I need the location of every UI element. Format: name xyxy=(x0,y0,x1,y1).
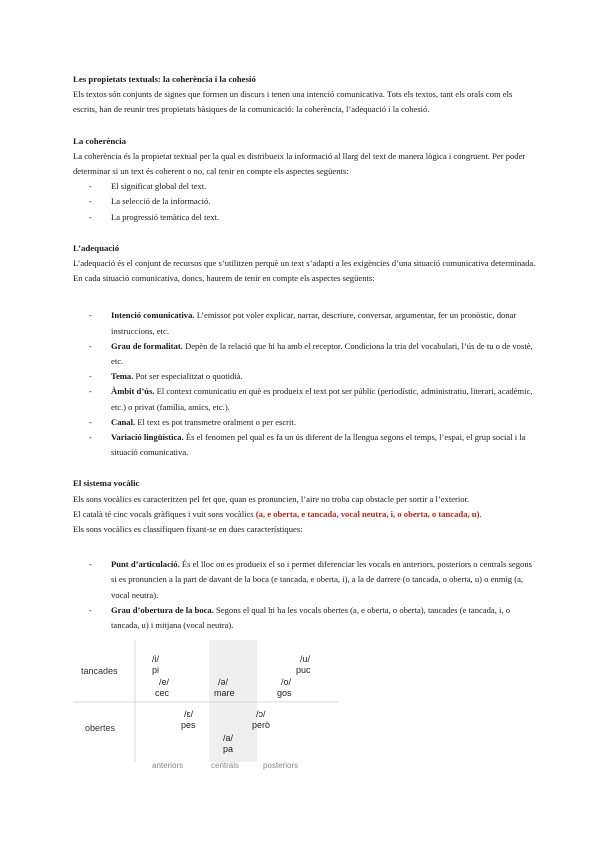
vowel-u-symbol: /u/ xyxy=(300,654,311,664)
vowel-e-tancada-example: cec xyxy=(155,688,170,698)
paragraph-intro: Els textos són conjunts de signes que formen un discurs i tenen una intenció comunicativa. Tots els textos, tant els orals com els escrits, han de reunir tres propietats bàsiques de la comunicació: la coherència, l’adequació i la cohesió. xyxy=(73,89,513,115)
paragraph-vocalic-2 xyxy=(73,507,538,522)
list-item xyxy=(73,415,538,430)
list-term: Àmbit d’ús. xyxy=(111,386,155,397)
vowel-e-oberta-symbol: /ɛ/ xyxy=(184,709,194,719)
vowel-neutra-example: mare xyxy=(214,688,235,698)
section-title-coherencia: La coherència xyxy=(73,135,127,146)
list-item: - El significat global del text. xyxy=(73,179,538,194)
vowel-e-tancada-symbol: /e/ xyxy=(159,677,170,687)
list-text: Pot ser especialitzat o quotidià. xyxy=(133,371,243,382)
paragraph-vocalic-3: Els sons vocàlics es classifiquen fixant-se en dues característiques: xyxy=(73,524,303,535)
list-term: Punt d’articulació. xyxy=(111,559,180,570)
list-term: Tema. xyxy=(111,371,134,382)
list-item: - La progressió temàtica del text. xyxy=(73,210,538,225)
vocalic-list xyxy=(73,557,538,633)
paragraph-coherencia: La coherència és la propietat textual per la qual es distribueix la informació al llarg del text de manera lògica i congruent. Per poder determinar si un text és coherent o no, cal tenir en compte els aspectes següents: xyxy=(73,150,526,177)
text-segment: . xyxy=(479,508,482,519)
list-item: - La selecció de la informació. xyxy=(73,194,538,209)
list-text: Depèn de la relació que hi ha amb el receptor. Condiciona la tria del vocabulari, l’ús de tu o de vostè, etc. xyxy=(111,340,533,367)
vowel-a-symbol: /a/ xyxy=(223,733,234,743)
list-text: És el lloc on es produeix el so i permet diferenciar les vocals en anteriors, posteriors o centrals segons si es pronuncien a la part de davant de la boca (e tancada, e oberta, i), a la de darrere (o tancada, o oberta, u) o enmig (a, vocal neutra). xyxy=(111,559,532,600)
list-item xyxy=(73,369,538,384)
vowel-chart-grid xyxy=(73,640,338,775)
row-label-obertes: obertes xyxy=(85,723,116,733)
vowel-chart xyxy=(73,640,338,775)
section-title-adequacio: L’adequació xyxy=(73,242,120,253)
section-title-propietats: Les propietats textuals: la coherència i la cohesió xyxy=(73,74,256,84)
axis-label-posteriors: posteriors xyxy=(263,761,299,770)
list-term: Variació lingüística. xyxy=(111,432,184,443)
list-term: Grau de formalitat. xyxy=(111,340,183,351)
vowel-o-tancada-example: gos xyxy=(277,688,292,698)
adequacio-list xyxy=(73,308,538,460)
list-text: El text es pot transmetre oralment o per escrit. xyxy=(135,416,296,427)
list-item xyxy=(73,384,538,414)
vowel-o-oberta-symbol: /ɔ/ xyxy=(256,709,266,719)
document-body xyxy=(73,72,538,633)
list-term: Grau d’obertura de la boca. xyxy=(111,604,214,615)
highlighted-vowel-list: (a, e oberta, e tancada, vocal neutra, i, o oberta, o tancada, u) xyxy=(255,508,480,519)
list-text: És el fenomen pel qual es fa un ús diferent de la llengua segons el temps, l’espai, el grup social i la situació comunicativa. xyxy=(111,432,526,458)
paragraph-adequacio-2: En cada situació comunicativa, doncs, haurem de tenir en compte els aspectes següents: xyxy=(73,273,375,284)
vowel-o-tancada-symbol: /o/ xyxy=(281,677,292,687)
row-label-tancades: tancades xyxy=(81,666,118,676)
vowel-o-oberta-example: però xyxy=(252,720,271,730)
list-item xyxy=(73,603,538,633)
list-item xyxy=(73,557,538,603)
list-text: Segons el qual hi ha les vocals obertes (a, e oberta, o oberta), tancades (e tancada, i, o tancada, u) i mitjana (vocal neutra). xyxy=(111,604,511,631)
paragraph-adequacio-1: L’adequació és el conjunt de recursos que s’utilitzen perquè un text s’adapti a les exigències d’una situació comunicativa determinada. xyxy=(73,258,536,269)
vowel-neutra-symbol: /ə/ xyxy=(218,677,229,687)
section-title-sistema-vocalic: El sistema vocàlic xyxy=(73,478,140,489)
list-text: El context comunicatiu en què es produeix el text pot ser públic (periodístic, administratiu, literari, acadèmic, etc.) o privat (família, amics, etc.). xyxy=(111,386,533,412)
vowel-u-example: puc xyxy=(296,665,311,675)
vowel-i-example: pi xyxy=(152,665,160,675)
list-term: Canal. xyxy=(111,416,136,427)
list-item xyxy=(73,430,538,460)
coherencia-list xyxy=(73,179,538,225)
text-segment: El català té cinc vocals gràfiques i vuit sons vocàlics xyxy=(73,508,256,519)
vowel-e-oberta-example: pes xyxy=(181,720,196,730)
vowel-a-example: pa xyxy=(223,744,234,754)
vowel-i-symbol: /i/ xyxy=(152,654,160,664)
list-text: L’emissor pot voler explicar, narrar, descriure, conversar, argumentar, fer un pronòstic, donar instruccions, etc. xyxy=(111,310,517,336)
axis-label-anteriors: anteriors xyxy=(152,761,184,770)
paragraph-vocalic-1: Els sons vocàlics es caracteritzen pel fet que, quan es pronuncien, l’aire no troba cap obstacle per sortir a l’exterior. xyxy=(73,493,470,504)
axis-label-centrals: centrals xyxy=(211,761,240,770)
list-item xyxy=(73,339,538,369)
list-item xyxy=(73,308,538,338)
list-term: Intenció comunicativa. xyxy=(111,310,195,321)
